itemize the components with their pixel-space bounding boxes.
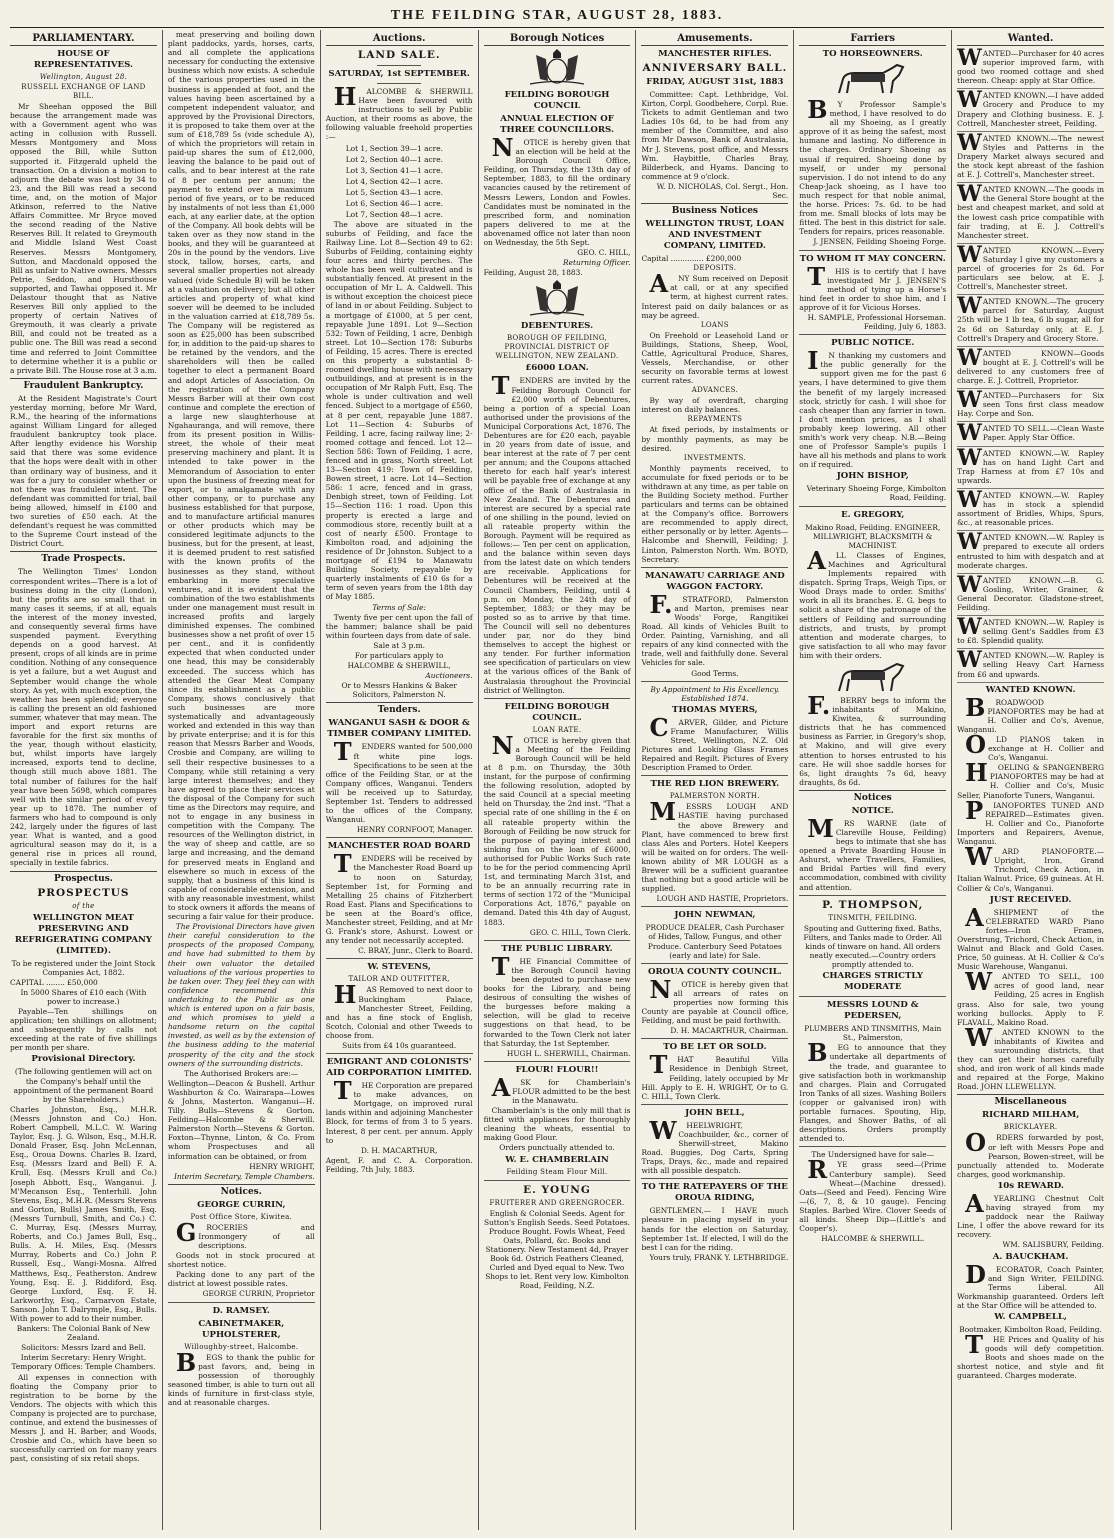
election-sign-2: Returning Officer. (563, 258, 631, 268)
campbell-name: W. CAMPBELL, (994, 1311, 1067, 1322)
library-title: THE PUBLIC LIBRARY. (501, 943, 613, 954)
wanted-ad (957, 387, 1105, 422)
divider (484, 1180, 631, 1181)
short-rule (377, 65, 421, 66)
trade-body: The Wellington Times' London correspondent writes—There is a lot of business doing in the city (London), but the profits are so small that in many cases it seems, if at all, equals the interest of the money invested, and consequently several firms have suspended payment. Everything depends on a good harvest. At present, crops of all kinds are in prime condition. Nothing of any consequence is yet a failure, but a wet August and September would change the whole story. As yet, with much exception, the weather has been splendid; everyone is calling the present an old fashioned summer, whatever that may mean. The import and export returns are favorable for the first six months of the year, though without elasticity, but, whilst imports have largely increased, exports tend to decline, though still much above 1881. The total number of failures for the half year have been 5698, which compares well with the similar period of every year up to 1878. The number of farmers who had to compound is only 242, largely under the figures of last year. What is wanted, and a good agricultural season may do it, is a general rise in prices all round, specially in textile fabrics. (10, 567, 157, 868)
hs-sign: HALCOMBE & SHERWILL. (821, 1234, 925, 1244)
hoeling: HOELING & SPANGENBERG PIANOFORTES may be had at H. Collier and Co's, Music Seller, Pianoforte Tuners, Wanganui. (957, 758, 1105, 800)
myers-body: CARVER, Gilder, and Picture Frame Manufacturer, Willis Street, Wellington, N.Z. Old Pictures and Looking Glass Frames Repaired and Regilt. Pictures of Every Description Framed to Order. (641, 712, 789, 773)
divider (641, 681, 788, 682)
auctioneers: HALCOMBE & SHERWILL, (347, 661, 451, 671)
wsd-body: TENDERS wanted for 500,000 ft white pine logs. Specifications to be seen at the office of the Feilding Star, or at the Company offices, Wanganui. Tenders will be received up to Saturday, September 1st. Tenders to addressed to the offices of the Company, Wanganui. (325, 737, 473, 825)
lot-list (326, 143, 473, 220)
ratepayers-sign: Yours truly, FRANK Y. LETHBRIDGE. (649, 1252, 789, 1262)
advances-body: By way of overdraft, charging interest on daily balances. (641, 396, 789, 415)
divider (641, 1178, 788, 1179)
loans-body: On Freehold or Leasehold Land or Buildings, Stations, Sheep, Wool, Cattle, Agricultural Produce, Shares, Vessels, Merchandise, or other security on favorable terms at lowest current rates. (641, 330, 789, 386)
divider (641, 906, 788, 907)
rifles-title: MANCHESTER RIFLES. (658, 49, 772, 59)
notices-heading: Notices. (168, 1184, 315, 1198)
deposits-title: DEPOSITS. (693, 264, 737, 273)
loan-body: NOTICE is hereby given that a Meeting of the Feilding Borough Council will be held at 8 p.m. on Thursday, the 30th instant, for the purpose of confirming the following resolution, adopted by the said Council at a special meeting held on Thursday, the 2nd inst. "That a special rate of one shilling in the £ on all rateable property within the Borough of Feilding be now struck for the purpose of paying interest and sinking fun on the loan of £6000, authorised for Public Works Such rate to be for the period commencing April 1st, and terminating March 31st, and to be an annually recurring rate in terms of section 172 of the "Municipal Corporations Act, 1876," payable on demand. Dated this 4th day of August, 1883. (483, 730, 631, 927)
divider (641, 963, 788, 964)
emigrant-sign: D. H. MACARTHUR, (360, 1145, 438, 1155)
repayments-body: At fixed periods, by instalments or by monthly payments, as may be desired. (641, 425, 789, 453)
divider (484, 698, 631, 699)
flour-sub: Feilding Steam Flour Mill. (506, 1167, 608, 1176)
coat-of-arms-icon (526, 49, 588, 87)
directors-heading: Provisional Directory. (31, 1054, 136, 1065)
wanted-text: WANTED KNOWN.—The grocery parcel for Saturday, August 25th will be 1 lb tea, 6 lb sugar, all for 2s 6d on Saturday only, at E. J. Cottrell's Drapery and Grocery Store. (957, 293, 1105, 343)
just-received-body: ASHIPMENT of the CELEBRATED WARD Piano fortes—Iron Frames, Overstrung, Trichord, Check Action, in Walnut and Black and Gold Cases. Price, 50 guineas. At H. Collier & Co's Music Warehouse, Wanganui. (957, 902, 1105, 972)
borough-heading: Borough Notices (484, 32, 631, 46)
loan-sign: GEO. C. HILL, Town Clerk. (529, 927, 631, 937)
public-notice-title: PUBLIC NOTICE. (831, 338, 915, 349)
let-body: THAT Beautiful Villa Residence in Denbigh Street, Feilding, lately occupied by Mr Hill. Apply to E. H. WRIGHT, Or to G. C. HILL, Town Clerk. (641, 1050, 789, 1101)
hs-body: RYE grass seed—(Prime Canterbury sample). Seed Wheat—(Machine dressed). Oats—(Seed and Feed). Fencing Wire—(6, 7, 8, & 10 gauge). Fencing Staples. Barbed Wire. Clover Seeds of all kinds. Sheep Dip—(Little's and Cooper's). (799, 1155, 947, 1234)
divider (799, 895, 946, 896)
library-sign: HUGH L. SHERWILL, Chairman. (506, 1048, 631, 1058)
wanted-text: WANTED KNOWN.—The newest Styles and Patterns in the Drapery Market always secured and the stock kept abreast of the fashion at E. J. Cottrell's, Manchester street. (957, 129, 1105, 180)
red-lion-body: MESSRS LOUGH AND HASTIE having purchased the above Brewery and Plant, have commenced to brew first class Ales and Porters. Hotel Keepers will be waited on for orders. The well-known ability of MR LOUGH as a Brewer will be a sufficient guarantee that nothing but a good article will be supplied. (641, 797, 789, 894)
wanted-text: WANTED KNOWN.—Every Saturday I give my customers a parcel of groceries for 2s 6d. For particulars see below, at E. J. Cottrell's, Manchester street. (957, 241, 1105, 292)
stevens-body: HAS Removed to next door to Buckingham Palace, Manchester Street, Feilding, and has a fine stock of English, Scotch, Colonial and other Tweeds to choose from. (325, 980, 473, 1040)
currin-name: GEORGE CURRIN, (197, 1199, 286, 1210)
loans-title: LOANS (700, 320, 729, 329)
repayments-title: REPAYMENTS (687, 415, 743, 424)
red-lion-sub: PALMERSTON NORTH. (669, 792, 760, 801)
ramsey-sub-2: Willoughby-street, Halcombe. (184, 1342, 299, 1351)
prospectus-of: of the (72, 901, 95, 910)
wanted-ad (957, 529, 1105, 573)
wanted-text: WANTED KNOWN.—W. Rapley is selling Heavy Cart Harness from £6 and upwards. (957, 647, 1105, 679)
lound-sub: PLUMBERS AND TINSMITHS, Main St., Palmerston, (804, 1024, 942, 1043)
divider (641, 1038, 788, 1039)
emigrant-sign-2: Agent, F. and C. A. Corporation. Feilding, 7th July, 1883. (325, 1155, 473, 1174)
lot-item: Lot 5, Section 43—1 acre. (345, 187, 443, 197)
house-title: HOUSE OF REPRESENTATIVES. (33, 49, 133, 70)
column-2 (162, 30, 320, 1530)
expenses: All expenses in connection with floating the Company prior to registration to be borne by the Vendors. The objects with which this Company is projected are to purchase, continue, and extend the businesses of Messrs J. and H. Barber, and Woods, Crosbie and Co., which have been so successfully carried on for many years past, consisting of six retail shops. (10, 1372, 157, 1464)
auctions-heading: Auctions. (326, 32, 473, 46)
milham-name: RICHARD MILHAM, (981, 1110, 1080, 1121)
masthead: THE FEILDING STAR, AUGUST 28, 1883. (10, 6, 1104, 28)
bauckham-name: A. BAUCKHAM. (992, 1251, 1069, 1262)
carriage-terms: Good Terms. (691, 668, 739, 678)
concern-sign: H. SAMPLE, Professional Horseman. Feilding, July 6, 1883. (807, 312, 947, 332)
wanted-text: WANTED KNOWN.—W. Rapley has on hand Light Cart and Trap Harness at from £7 10s and upwards. (957, 444, 1105, 485)
miscellaneous-heading: Miscellaneous (957, 1094, 1104, 1108)
wanted-text: WANTED—Purchasers for Six seen Tons first class meadow Hay. Corpe and Son. (957, 387, 1105, 419)
thompson-name: P. THOMPSON, (822, 898, 924, 911)
old-pianos: OLD PIANOS taken in exchange at H. Collier and Co's, Wanganui. (965, 730, 1105, 763)
wanted-ad (957, 181, 1105, 244)
currin-body: GROCERIES and Ironmongery of all descriptions. (175, 1217, 315, 1250)
amusements-heading: Amusements. (641, 32, 788, 46)
stevens-suits: Suits from £4 10s guaranteed. (342, 1040, 457, 1050)
lot-item: Lot 7, Section 48—1 acre. (345, 209, 443, 219)
thompson-body: Spouting and Guttering fixed. Baths, Filters, and Tanks made to Order. All kinds of tinware on hand. All orders neatly executed.—Country orders promptly attended to. (803, 923, 942, 970)
directors-intro: (The following gentlemen will act on the Company's behalf until the appointment of the permanent Board by the Shareholders.) (13, 1067, 154, 1104)
wanted-text: WANTED KNOWN.—W. Rapley has in stock a splendid assortment of Bridles, Whips, Spurs, &c., at reasonable prices. (957, 486, 1105, 528)
particulars: For particulars apply to (354, 650, 444, 660)
prospectus-title: PROSPECTUS (37, 886, 130, 899)
trust-title: WELLINGTON TRUST, LOAN AND INVESTMENT COMPANY, LIMITED. (645, 219, 785, 252)
wanted-text: WANTED KNOWN.—B. G. Gosling, Writer, Grainer, & General Decorator. Gladstone-street, Feilding. (957, 571, 1105, 612)
land-sale-title: LAND SALE. (357, 49, 441, 61)
payable: Payable—Ten shillings on application; ten shillings on allotment; and subsequently by calls not exceeding at the rate of five shillings per month per share. (10, 1006, 157, 1053)
wanted-ad (957, 571, 1105, 616)
let-title: TO BE LET OR SOLD. (663, 1042, 767, 1053)
myers-appointment: By Appointment to His Excellency. Established 1874. (650, 684, 780, 703)
debentures-loan: £6000 LOAN. (525, 363, 589, 374)
newman-name: JOHN NEWMAN, (674, 910, 756, 921)
gregory-name: E. GREGORY, (841, 509, 905, 520)
dateline: Wellington, August 28. (39, 73, 128, 81)
wk-body: BROADWOOD PIANOFORTES may be had at H. Collier and Co's, Avenue, Wanganui. (957, 692, 1105, 734)
currin-sign: GEORGE CURRIN, Proprietor (202, 1289, 315, 1299)
currin-body-3: Packing done to any part of the district at lowest possible rates. (167, 1270, 315, 1289)
column-7 (951, 30, 1104, 1530)
lot-item: Lot 1, Section 39—1 acre. (345, 143, 443, 153)
lot-item: Lot 2, Section 40—1 acre. (345, 154, 443, 164)
farriers-heading: Farriers (799, 32, 946, 46)
divider (799, 250, 946, 251)
or-to: Or to Messrs Hankins & Baker Solicitors, Palmerston N. (341, 681, 457, 700)
oroua-body: NOTICE is hereby given that all arrears of rates on properties now forming this County are payable at Council office, Feilding, and must be paid forthwith. (641, 974, 789, 1026)
loan-rate: LOAN RATE. (532, 725, 582, 734)
bell-title: JOHN BELL, (685, 1107, 745, 1118)
concern-body: THIS is to certify that I have investigated Mr J. JENSEN'S method of tying up a Horse's hind feet in order to shoe him, and I approve of it for Vicious Horses. (799, 261, 947, 312)
flour-body-2: Chamberlain's is the only mill that is fitted with appliances for thoroughly cleaning the wheats, essential to making Good Flour. (483, 1106, 631, 1143)
milham-body: ORDERS forwarded by post, or left with Messrs Pope and Pearson, Bowen-street, will be punctually attended to. Moderate charges, good workmanship. (957, 1128, 1105, 1179)
wanted-ad (957, 293, 1105, 346)
wk-title: WANTED KNOWN. (985, 684, 1076, 695)
campbell-body: THE Prices and Quality of his goods will defy competition. Boots and shoes made on the shortest notice, and style and fit guaranteed. Charges moderate. (957, 1330, 1105, 1381)
milham-sub: BRICKLAYER. (1003, 1123, 1058, 1132)
young-sub: FRUITERER AND GREENGROCER. (489, 1198, 625, 1207)
library-body: THE Financial Committee of the Borough Council having been deputed to purchase new books for the Library, and being desirous of consulting the wishes of the burgesses before making a selection, will be glad to receive suggestions on that head, to be forwarded to the Town Clerk not later that Saturday, the 1st September. (483, 951, 631, 1048)
myers-name: THOMAS MYERS, (672, 704, 758, 715)
bankers: Bankers: The Colonial Bank of New Zealand. (16, 1324, 151, 1343)
business-heading: Business Notices (641, 203, 788, 217)
henry-wright: HENRY WRIGHT, (249, 1161, 315, 1171)
wanted-ad (957, 241, 1105, 295)
divider (484, 1061, 631, 1062)
fbc-title: FEILDING BOROUGH COUNCIL (504, 90, 610, 111)
auctioneers-sub: Auctioneers. (425, 671, 473, 681)
election-sign: GEO. C. HILL, (577, 248, 631, 258)
divider (799, 506, 946, 507)
thompson-sub: TINSMITH, FEILDING. (828, 913, 918, 922)
young-title: E. YOUNG (523, 1183, 591, 1196)
public-notice-body: IN thanking my customers and the public generally for the support given me for the past 6 years, I have determined to give them the benefit of my largely increased stock, strictly for cash. I will shoe for cash cheaper than any farrier in town. I don't mention prices, as I shall probably keep lowering. All other smith's work very cheap. N.B.—Being one of Professor Sample's pupils I have all his methods and plans to work on if required. (799, 346, 947, 470)
registered: To be registered under the Joint Stock Companies Act, 1882. (11, 958, 156, 977)
oroua-sign: D. H. MACARTHUR, Chairman. (670, 1026, 789, 1036)
ratepayers-body: GENTLEMEN,— I HAVE much pleasure in placing myself in your hands for the election on Saturday, September 1st. If elected, I will do the best I can for the riding. (641, 1206, 789, 1252)
parliamentary-body: Mr Sheehan opposed the Bill because the arrangement made was with a Government agent who was acting in collusion with Russell. Messrs Montgomery and Moss opposed the Bill, while Sutton supported it. Fitzgerald upheld the transaction. On a division a motion to adjourn the debate was lost by 34 to 23, and the Bill was read a second time, and, on the motion of Major Atkinson, referred to the Native Affairs Committee. Mr Bryce moved the second reading of the Native Reserves Bill. It related to Greymouth and Middle Island West Coast Reserves. Messrs Montgomery, Sutton, and Macdonald opposed the Bill as unfair to Native owners. Messrs Petrie, Seddon, and Hursthouse supported, and Tawhai opposed it. Mr Delastour thought that as Native Reserves Bill only applied to the property of certain Natives of Greymouth, it was clearly a private Bill, and could not be treated as a public one. The Bill was read a second time and referred to Joint Committee to determine whether it is a public or a private Bill. The House rose at 3 a.m. (10, 102, 157, 375)
election-date: Feilding, August 28, 1883. (483, 268, 583, 278)
brokers-list: Wellington—Deacon & Bushell. Arthur Washburton & Co. Wairarapa—Lowes & Johns, Masterton. Wanganui—H. Tilly. Bulls—Stevens & Gorton. Feilding—Halcombe & Sherwill. Palmerston North—Stevens & Gorton. Foxton—Thynne, Linton, & Co. From whom Prospectuses and all information can be obtained, or from (167, 1078, 315, 1161)
divider (326, 1053, 473, 1054)
bishop-sub: Veterinary Shoeing Forge, Kimbolton Road, Feilding. (806, 484, 947, 503)
divider (484, 940, 631, 941)
short-rule (377, 83, 421, 84)
election-body: NOTICE is hereby given that an election will be held at the Borough Council Office, Feilding, on Thursday, the 13th day of September, 1883, to fill the ordinary vacancies caused by the retirement of Messrs Lewers, London and Fowles. Candidates must be nominated in the prescribed form, and nomination papers delivered to me at the abovenamed office not later than noon on Wednesday, the 5th Sept. (483, 133, 631, 248)
gregory-sub: Makino Road, Feilding. ENGINEER, MILLWRIGHT, BLACKSMITH & MACHINIST. (805, 522, 941, 550)
horseowners-title: TO HORSEOWNERS. (822, 49, 923, 59)
horse-icon (833, 63, 913, 97)
campbell-sub: Bootmaker, Kimbolton Road, Feilding. (959, 1324, 1102, 1334)
flour-body-3: Orders punctually attended to. (499, 1143, 615, 1153)
carriage-title: MANAWATU CARRIAGE AND WAGGON FACTORY. (644, 570, 785, 592)
column-3 (320, 30, 478, 1530)
trade-heading: Trade Prospects. (10, 551, 157, 565)
wanted-text: WANTED KNOWN.—W. Rapley is prepared to execute all orders entrusted to him with despatch and at moderate charges. (957, 529, 1105, 570)
brokers-heading: The Authorised Brokers are:— (184, 1068, 299, 1078)
horseowners-body: BY Professor Sample's method, I have resolved to do all my Shoeing, as I greatly approve of it as being the safest, most humane and lasting. No difference in the charges. Ordinary Shoeing as usual if required. Shoeing done by myself, or under my personal supervision. I do not intend to do any Cheap-Jack shoeing, as I have too much respect for that noble animal, the horse. Prices: 7s. 6d. to be had from me. Small blocks of lots may be fitted. The best in this district for sale. Tenders for repairs, prices reasonable. (799, 95, 947, 237)
debentures-sub: BOROUGH OF FEILDING, PROVINCIAL DISTRICT OF WELLINGTON, NEW ZEALAND. (495, 334, 619, 361)
company-name: WELLINGTON MEAT PRESERVING AND REFRIGERATING COMPANY (LIMITED). (14, 912, 152, 956)
berry-body: F.BERRY begs to inform the inhabitants of Makino, Kiwitea, & surrounding districts that he has commenced business as Farrier, in Gregory's shop, at Makino, and will give every attention to horses entrusted to his care. He will shoe saddle horses for 6s, light draughts 7s 6d, heavy draughts, 8s 6d. (799, 690, 947, 787)
ramsey-sub: CABINETMAKER, UPHOLSTERER, (198, 1318, 285, 1340)
mrb-sign: C. BRAY, Junr., Clerk to Board. (358, 946, 473, 956)
reward-body: AYEARLING Chestnut Colt having strayed from my paddock near the Railway Line, I offer the above reward for its recovery. (957, 1188, 1105, 1240)
fraud-heading: Fraudulent Bankruptcy. (10, 378, 157, 392)
directors-list: Charles Johnston, Esq., M.H.R. (Messrs Johnston and Co.) Hon. Robert Campbell, M.L.C. W. Waring Taylor, Esq. J. G. Wilson, Esq., M.H.R. Donald Fraser, Esq. John McLennan, Esq., Oroua Downs. Charles B. Izard, Esq. (Messrs Izard and Bell) F. A. Krull, Esq. (Messrs Krull and Co.) Joseph Abbott, Esq., Wanganui. J. M'Mecanson Esq., Tenterhill. John Stevens, Esq., M.H.R. (Messrs Stevens and Gorton, Bulls) James Smith, Esq. (Messrs Turnbull, Smith, and Co.) C. C. Murray, Esq. (Messrs Murray, Roberts, and Co.) James Bull, Esq., Bulls. A. H. Miles, Esq. (Messrs Murray, Roberts and Co.) John P. Russell, Esq., Wangi-Mosna. Alfred Matthews, Esq., Featherston. Andrew Young, Esq. E. J. Riddiford, Esq. George Luxford, Esq. F. H. Larkworthy, Esq., Carnarvon Estate, Sanson. John T. Dalrymple, Esq., Bulls. With power to add to their number. (10, 1104, 157, 1323)
trust-capital: Capital .............. £200,000 (641, 254, 742, 264)
fraud-body: At the Resident Magistrate's Court yesterday morning, before Mr Ward, R.M., the hearing of the informations against William Lingard for alleged fraudulent bankruptcy took place. After lengthy evidence his Worship said that there was some evidence that the hops were dealt with in other than ordinary way of business, and it was for a jury to consider whether or not there was fraudulent intent. The defendant was committed for trial, bail being allowed, himself in £100 and two sureties of £50 each. At the defendant's request he was committed to the Supreme Court instead of the District Court. (10, 393, 157, 549)
solicitors: Solicitors: Messrs Izard and Bell. (21, 1343, 146, 1353)
wanted-ad (957, 45, 1105, 89)
column-5 (635, 30, 793, 1530)
divider (799, 996, 946, 997)
newman-body: PRODUCE DEALER, Cash Purchaser of Hides, Tallow, Fungus, and other Produce. Canterbury Seed Potatoes (early and late) for Sale. (645, 923, 785, 960)
notice-title: NOTICE. (851, 805, 894, 816)
lot-item: Lot 6, Section 46—1 acre. (345, 198, 443, 208)
oroua-title: OROUA COUNTY COUNCIL. (647, 966, 782, 977)
bell-body: WHEELWRIGHT, Coachbuilder, &c., corner of Sherwill-street, Makino Road. Buggies, Dog Carts, Spring Traps, Drays, &c., made and repaired with all possible despatch. (641, 1115, 789, 1176)
pianos-tuned: PIANOFORTES TUNED AND REPAIRED—Estimates given. H. Collier and Co., Pianoforte Importers and Repairers, Avenue, Wanganui. (957, 795, 1105, 847)
mrb-title: MANCHESTER ROAD BOARD (327, 841, 471, 852)
directors-note: The Provisional Directors have given their careful consideration to the prospects of the proposed Company, and have had submitted to them by their own valuator the detailed valuations of the various properties to be taken over. They feel they can with confidence recommend this undertaking to the Public as one which is entered upon on a fair basis, and which promises to yield a handsome return on the capital invested, as well as by the extension of the business adding to the material prosperity of the city and the stock owners of the surrounding districts. (167, 922, 315, 1068)
land-sale-body: The above are situated in the suburbs of Feilding, and face the Railway Line. Lot 8—Section 49 to 62: Suburbs of Feilding, containing eighty four acres and thirty perches. The whole has been well cultivated and is substantially fenced. At present in the occupation of Mr L. A. Caldwell. This is without exception the choicest piece of land in or about Feilding. Subject to a mortgage of £1000, at 5 per cent, repayable June 1891. Lot 9—Section 532: Town of Feilding, 1 acre, Denbigh street. Lot 10—Section 178: Suburbs of Feilding, 15 acres. There is erected on this property a substantial 8-roomed dwelling house with necessary outbuildings, and at present is in the occupation of Mr Ralph Futt, Esq. The whole is under cultivation and well fenced. Subject to a mortgage of £560, at 8 per cent, repayable June 1887. Lot 11—Section 4: Suburbs of Feilding, 1 acre, facing railway line; 2-roomed cottage and fenced. Lot 12—Section 586: Town of Feilding, 1 acre, fenced and in grass, North street. Lot 13—Section 419: Town of Feilding, Bowen street, 1 acre. Lot 14—Section 586: 1 acre, fenced and in grass, Denbigh street, town of Feilding. Lot 15—Section 116: 1 road. Upon this property is erected a large and commodious store, recently built at a cost of nearly £500. Frontage to Kimbolton road, and adjoining the residence of Dr Johnston. Subject to a mortgage of £194 to Manawatu Building Society, repayable by quarterly instalments of £10 6s for a term of seven years from the 18th day of May 1885. (325, 219, 473, 602)
ball-date: FRIDAY, AUGUST 31st, 1883 (646, 77, 784, 87)
capital-value: £50,000 (67, 977, 98, 987)
ratepayers-title: TO THE RATEPAYERS OF THE OROUA RIDING, (641, 1182, 788, 1204)
just-received-title: JUST RECEIVED. (989, 894, 1072, 905)
flour-sign: W. E. CHAMBERLAIN (505, 1154, 609, 1165)
ward-piano: WARD PIANOFORTE.—Upright, Iron, Grand Trichord, Check Action, in Italian Walnut. Price, 69 guineas. At H. Collier & Co's, Wanganui. (957, 842, 1105, 893)
flour-title: FLOUR! FLOUR!! (515, 1064, 599, 1075)
investments-body: Monthly payments received, to accumulate for fixed periods or to be withdrawn at any time, as per table on the Building Society method. Further particulars and terms can be obtained at the Company's office. Borrowers are recommended to apply direct, either personally or by letter. Agents—Halcombe and Sherwill, Feilding; J. Linton, Palmerston North. Wm. BOYD, Secretary. (641, 463, 789, 564)
wanted-ad (957, 614, 1105, 649)
hs-title: The Undersigned have for sale— (811, 1150, 935, 1160)
column-1 (10, 30, 162, 1530)
divider (168, 1302, 315, 1303)
advances-title: ADVANCES. (691, 386, 738, 395)
emigrant-title: EMIGRANT AND COLONISTS' AID CORPORATION LIMITED. (326, 1057, 472, 1079)
flour-body: ASK for Chamberlain's FLOUR admitted to be the best in the Manawatu. (491, 1072, 631, 1105)
columns (10, 30, 1104, 1530)
wanted-text: WANTED KNOWN—Goods bought at E. J. Cottrell's will be delivered to any customers free of charge. E. J. Cottrell, Proprietor. (957, 344, 1105, 385)
column-4 (478, 30, 636, 1530)
divider (326, 958, 473, 959)
wanted-ad (957, 129, 1105, 183)
currin-sub: Post Office Store, Kiwitea. (190, 1212, 293, 1221)
debentures-title: DEBENTURES. (520, 321, 594, 332)
divider (799, 1146, 946, 1147)
prospectus-heading: Prospectus. (10, 871, 157, 885)
concern-title: TO WHOM IT MAY CONCERN. (799, 253, 946, 264)
wanted-text: WANTED KNOWN.—The goods in the General Store bought at the best and cheapest market, and sold at the lowest cash price compatible with fair trading, at E. J. Cottrell's Manchester street. (957, 181, 1105, 240)
land-sale-date: SATURDAY, 1st SEPTEMBER. (328, 69, 470, 79)
divider (641, 567, 788, 568)
sale-time: Sale at 3 p.m. (373, 640, 426, 650)
investments-title: INVESTMENTS. (683, 453, 746, 462)
wanted-ad (957, 87, 1105, 131)
coat-of-arms-icon (526, 280, 588, 318)
ball-sign: W. D. NICHOLAS, Col. Sergt., Hon. Sec. (656, 181, 789, 201)
divider (799, 334, 946, 335)
wanted-text: WANTED—Purchaser for 40 acres superior improved farm, with good two roomed cottage and shed thereon. Cheap: apply at Star Office. (957, 45, 1105, 86)
fbc2-title: FEILDING BOROUGH COUNCIL. (504, 701, 610, 723)
shares: In 5000 Shares of £10 each (With power to increase.) (20, 987, 147, 1006)
capital-line: CAPITAL ........ £50,000 (10, 977, 98, 987)
mrb-body: TENDERS will be received by the Manchester Road Board up to noon on Saturday, September 1st, for Forming and Metalling 25 chains of Fitzherbert Road East. Plans and Specifications to be seen at the Board's office, Manchester street, Feilding, and at Mr G. Frank's store, Ashurst. Lowest or any tender not necessarily accepted. (325, 849, 473, 946)
divider (326, 837, 473, 838)
ball-body: Committee: Capt. Lethbridge, Vol. Kirton, Corpl. Goodbehere, Corpl. Rue. Tickets to admit Gentleman and two Ladies 10s 6d, to be had from any member of the Committee, and also from Mr Dawson, Bank of Australasia, Mr J. Stevens, post office, and Messrs Wm. Haybittle, Charles Bray, Bilderbeck, and Hyams. Dancing to commence at 9 o'clock. (641, 90, 789, 181)
prospectus-continued: meat preserving and boiling down plant paddocks, yards, horses, carts, and all complete the applications necessary for conducting the extensive business which now exists. A schedule of the various properties used in the business is appended at foot, and the values having been ascertained by a competent independent valuator, and approved by the Provisional Directors, it is proposed to take them over at the sum of £18,789 5s (vide schedule A), of which the proprietors will retain in paid-up shares the sum of £12,000, leaving the balance to be paid out of calls, and to bear interest at the rate of 8 per centum per annum; the payment to extend over a maximum period of five years, or to be reduced by instalments of not less than £1,000 each, at any earlier date, at the option of the Company. All book debts will be taken over as they now stand in the books, and they will be guaranteed at 20s in the pound by the vendors. Live stock, tallow, horses, carts, and several smaller properties not already valued (vide Schedule B) will be taken at a valuation on delivery; but all other articles and property of what kind soever will be deemed to be included in the valuation carried at £18,789 5s. The Company will be registered as soon as £25,000 has been subscribed for, in addition to the paid-up shares to be retained by the vendors, and the shareholders will then be called together to elect a permanent Board and adopt Articles of Association. On the registration of the Company Messrs Barber will at their own cost continue and complete the erection of a large new slaughterhouse at Ngahauranga, and will remove, there from its present position in Willis-street, the whole of their meat preserving machinery and plant. It is intended to take power in the Memorandum of Association to enter upon the business of freezing meat for export, or to amalgamate with any other company, or to purchase any business established for that purpose, and to manufacture artificial manures or other products which may be considered legitimate adjuncts to the business, but for the present, at least, it is deemed prudent to rest satisfied with the known profits of the businesses as they stand, without embarking in more speculative ventures, and it is evident that the combination of the two establishments under one management must result in increased profits and largely diminished expenses. The combined businesses show a net profit of over 15 per cent., and it is confidently expected that when conducted under one head, this may be considerably exceeded. The success which has attended the Gear Meat Company since its establishment as a public Company, shows conclusively that such businesses are more systematically and advantageously worked and extended in this way than by private enterprise; and it is for this reason that Messrs Barber and Woods, Crosbie and Company, are willing to sell their respective businesses to a Company, while still retaining a very large interest themselves; and they have agreed to place their services at the disposal of the Company for such time as the Directors may require, and not to engage in any business in competition with the Company. The resources of the Wellington district, in the way of sheep and cattle, are so large and increasing, and the demand for preserved meats in England and elsewhere so much in excess of the supply, that a business of this kind is capable of considerable extension, and with any reasonable investment, whilst to stock owners it affords the means of securing a fair value for their produce. (167, 30, 315, 922)
debentures-body: TENDERS are invited by the Feilding Borough Council for £2,000 worth of Debentures, being a portion of a special Loan authorised under the provisions of the Municipal Corporations Act, 1876. The Debentures are for £20 each, payable in 20 years from date of issue, and bear interest at the rate of 7 per cent per annum; and the Coupons attached thereto for each half year's interest will be payable free of exchange at any office of the Bank of Australasia in New Zealand. The Debentures and interest are secured by a special rate of one shilling in the pound, levied on all rateable property within the Borough. Payment will be required as follows:— Ten per cent on application, and the balance within seven days from the latest date on which tenders are receivable. Applications for Debentures will be received at the Council Chambers, Feilding, until 4 p.m. on Monday, the 24th day of September, 1883; or they may be posted so as to arrive by that time. The Council will sell no debentures under par, nor do they bind themselves to accept the highest or any tender. For further information see specification of particulars on view at the various offices of the Bank of Australasia throughout the Provincial district of Wellington. (483, 371, 631, 695)
lot-item: Lot 3, Section 41—1 acre. (345, 165, 443, 175)
wanted-text: WANTED KNOWN.—W. Rapley is selling Gent's Saddles from £3 to £8. Splendid quality. (957, 614, 1105, 646)
reward-title: 10s REWARD. (997, 1180, 1064, 1191)
wanted-ad (957, 420, 1105, 447)
wsd-title: WANGANUI SASH & DOOR & TIMBER COMPANY LIMITED. (327, 718, 472, 740)
wanted-text: WANTED TO SELL.—Clean Waste Paper. Apply Star Office. (957, 420, 1105, 447)
parliamentary-heading: PARLIAMENTARY. (10, 32, 157, 46)
capital-label: CAPITAL (10, 977, 44, 987)
wsd-sign: HENRY CORNFOOT, Manager. (356, 825, 473, 835)
lot-item: Lot 4, Section 42—1 acre. (345, 176, 443, 186)
wanted-ad (957, 444, 1105, 489)
wanted-ad (957, 486, 1105, 531)
land-sale-intro: HALCOMBE & SHERWILL Have been favoured with instructions to sell by Public Auction, at their rooms as above, the following valuable freehold properties :— (325, 82, 473, 142)
stevens-sub: TAILOR AND OUTFITTER, (348, 975, 450, 984)
red-lion-title: THE RED LION BREWERY. (650, 779, 780, 790)
dateline-sub: RUSSELL EXCHANGE OF LAND BILL. (21, 83, 146, 100)
sell-100-acres: WANTED TO SELL, 100 acres of good land, near Feilding, 25 acres in English grass. Also for sale, two young working bullocks. Apply to F. FLAVALL, Makino Road. (957, 967, 1105, 1027)
gregory-body: ALL Classes of Engines, Machines and Agricultural Implements repaired with dispatch. Spring Traps, Weigh Tips, or Wood Drays made to order. Smiths' work in all its branches. E. G. begs to solicit a share of the patronage of the settlers of Feilding and surrounding districts, and trusts, by prompt attention and moderate charges, to give satisfaction to all who may favor him with their orders. (799, 545, 947, 660)
wanted-text: WANTED KNOWN.—I have added Grocery and Produce to my Drapery and Clothing business. E. J. Cottrell, Manchester street, Feilding. (957, 87, 1105, 128)
wanted-ad (957, 344, 1105, 389)
divider (641, 775, 788, 776)
bauckham-body: DECORATOR, Coach Painter, and Sign Writer, FEILDING. Terms Liberal. All Workmanship guaranteed. Orders left at the Star Office will be attended to. (957, 1259, 1105, 1310)
terms-body: Twenty five per cent upon the fall of the hammer; balance shall be paid within fourteen days from date of sale. (325, 612, 473, 640)
lound-body: BEG to announce that they undertake all departments of the trade, and guarantee to give satisfaction both in workmanship and charges. Plain and Corrugated Iron Tanks of all sizes. Washing Boilers (copper or galvanised iron) with portable furnaces. Spouting, Hip, Flanges, and Shower Baths, of all descriptions. Orders promptly attended to. (799, 1038, 947, 1144)
divider (641, 1104, 788, 1105)
red-lion-sign: LOUGH AND HASTIE, Proprietors. (656, 894, 789, 904)
lound-title: MESSRS LOUND & PEDERSEN, (826, 1000, 919, 1022)
young-body: English & Colonial Seeds. Agent for Sutton's English Seeds. Seed Potatoes. Produce Bought. Fowls Wheat, Feed Oats, Pollard, &c. Books and Stationery. New Testament 4d, Prayer Book 6d. Ostrich Feathers Cleaned, Curled and Dyed equal to New. Two Shops to let. Rent very low. Kimbolton Road, Feilding, N.Z. (483, 1208, 631, 1291)
ramsey-name: D. RAMSEY. (212, 1305, 270, 1316)
deposits-body: ANY Sum received on Deposit at call, or at any specified term, at highest current rates. Interest paid on daily balances or as may be agreed. (641, 269, 789, 320)
tenders-heading: Tenders. (326, 702, 473, 716)
secretary: Interim Secretary: Henry Wright. Temporary Offices: Temple Chambers. (11, 1353, 156, 1372)
henry-wright-title: Interim Secretary, Temple Chambers. (173, 1171, 315, 1181)
stevens-name: W. STEVENS, (367, 962, 431, 973)
currin-body-2: Goods not in stock procured at shortest notice. (167, 1251, 315, 1270)
llewellyn: WANTED KNOWN to the inhabitants of Kiwitea and surrounding districts, that they can get their horses carefully shod, and iron work of all kinds made and repaired at the Forge, Makino Road. JOHN LLEWELLYN. (957, 1022, 1105, 1092)
bishop-name: JOHN BISHOP, (836, 471, 909, 482)
terms-heading: Terms of Sale: (372, 602, 426, 612)
ball-title: ANNIVERSARY BALL. (642, 62, 788, 74)
horse-icon (833, 663, 913, 693)
carriage-body: F.STRATFORD, Palmerston and Marton, premises near Woods' Forge, Rangitikei Road. All kinds of Vehicles Built to Order. Painting, Varnishing, and all repairs of any kind connected with the trade, well and faithfully done. Several Vehicles for sale. (641, 589, 789, 668)
notice-body: MRS WARNE (late of Clareville House, Feilding) begs to intimate that she has opened a Private Boarding House in Ashurst, where Travellers, Families, and Bridal Parties will find every accommodation, combined with civility and attention. (799, 813, 947, 892)
thompson-charges: CHARGES STRICTLY MODERATE (822, 971, 923, 993)
notices-heading: Notices (799, 790, 946, 804)
wanted-ad (957, 647, 1105, 682)
column-6 (793, 30, 951, 1530)
ramsey-body: BEGS to thank the public for past favors, and, being in possession of thoroughly seasoned timber, is able to turn out all kinds of furniture in first-class style, and at reasonable charges. (167, 1347, 315, 1408)
election-title: ANNUAL ELECTION OF THREE COUNCILLORS. (500, 114, 614, 135)
emigrant-body: THE Corporation are prepared to make advances, on Mortgage, on improved rural lands within and adjoining Manchester Block, for terms of from 3 to 5 years. Interest, 8 per cent. per annum. Apply to (325, 1076, 473, 1145)
reward-sign: WM. SALISBURY, Feilding. (1002, 1240, 1105, 1250)
wanted-heading: Wanted. (957, 32, 1104, 46)
horseowners-sign: J. JENSEN, Feilding Shoeing Forge. (813, 237, 947, 247)
